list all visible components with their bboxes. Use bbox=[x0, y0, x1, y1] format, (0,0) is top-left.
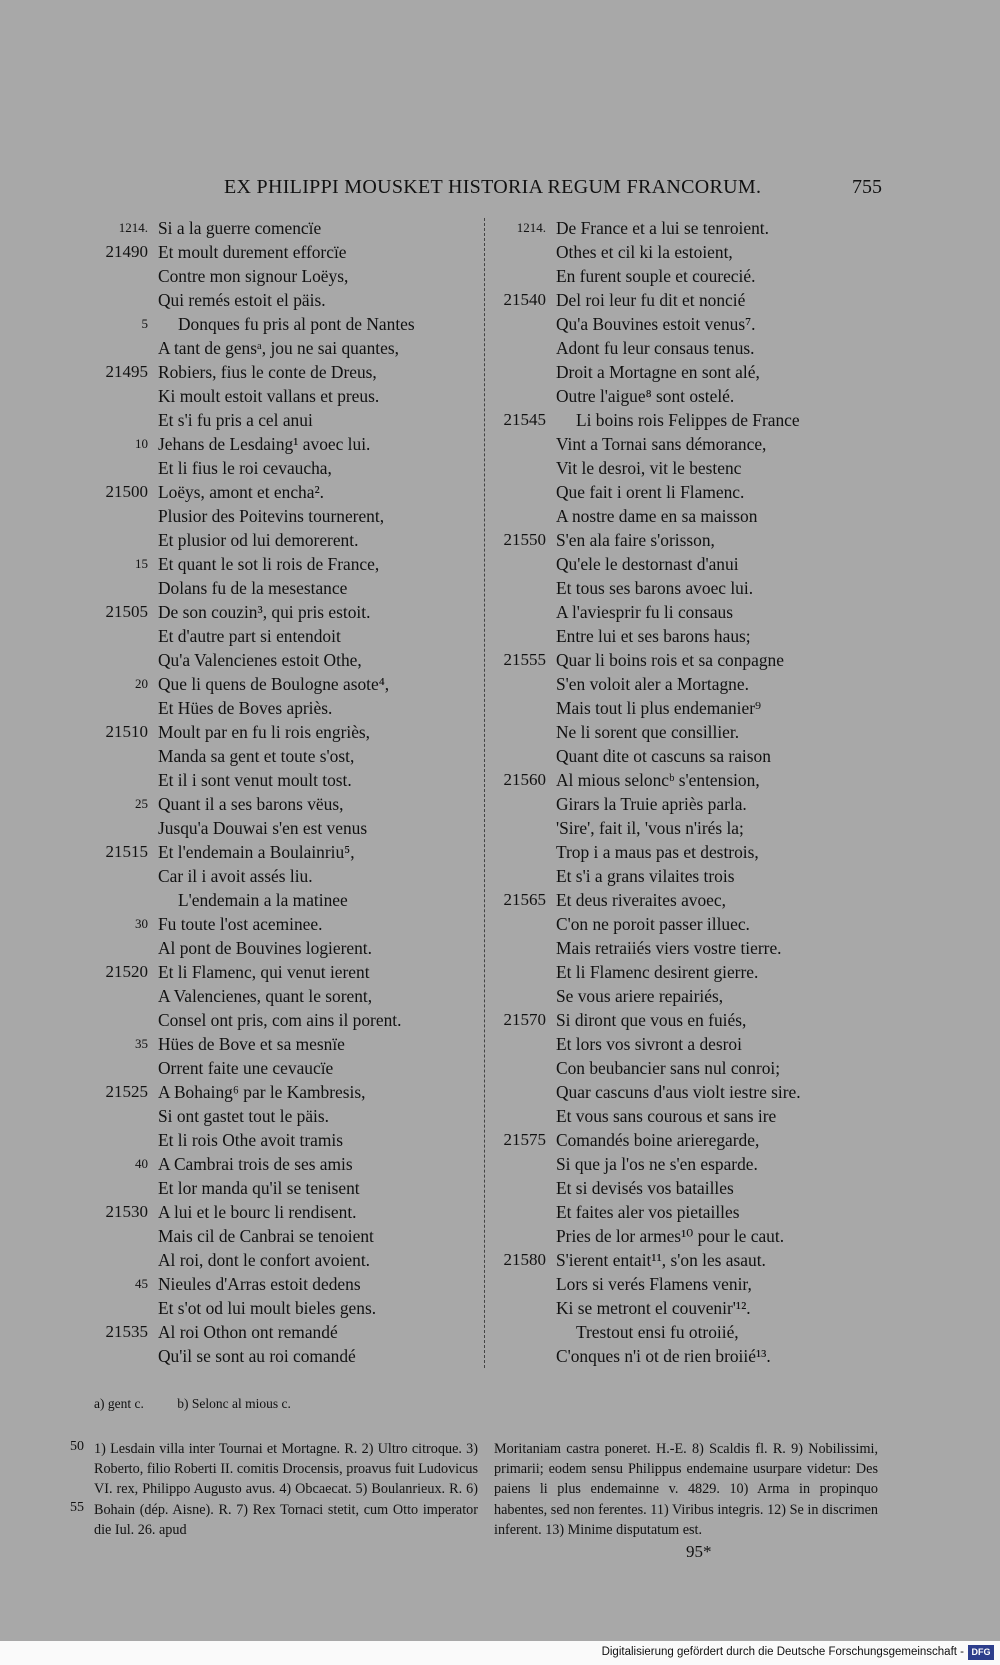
left-verse-column bbox=[70, 216, 490, 1368]
verse-line bbox=[494, 912, 894, 936]
verse-text: Qu'il se sont au roi comandé bbox=[158, 1346, 356, 1366]
verse-text: En furent souple et courecié. bbox=[556, 266, 756, 286]
verse-line bbox=[494, 1056, 894, 1080]
verse-text: Trop i a maus pas et destrois, bbox=[556, 842, 759, 862]
verse-text: Se vous ariere repairiés, bbox=[556, 986, 724, 1006]
verse-line bbox=[494, 936, 894, 960]
verse-line bbox=[494, 504, 894, 528]
verse-line bbox=[494, 528, 894, 552]
verse-text: C'on ne poroit passer illuec. bbox=[556, 914, 750, 934]
verse-text: Droit a Mortagne en sont alé, bbox=[556, 362, 760, 382]
funding-notice: Digitalisierung gefördert durch die Deutsche Forschungsgemeinschaft - bbox=[601, 1646, 964, 1658]
verse-line bbox=[70, 1080, 490, 1104]
column-divider bbox=[484, 218, 485, 1368]
verse-text: A tant de gensᵃ, jou ne sai quantes, bbox=[158, 338, 399, 358]
verse-text: Manda sa gent et toute s'ost, bbox=[158, 746, 355, 766]
verse-line bbox=[494, 648, 894, 672]
line-number: 21520 bbox=[105, 962, 148, 981]
line-number: 21505 bbox=[105, 602, 148, 621]
verse-line bbox=[494, 552, 894, 576]
verse-line bbox=[70, 936, 490, 960]
verse-line bbox=[70, 1008, 490, 1032]
verse-text: Moult par en fu li rois engriès, bbox=[158, 722, 371, 742]
verse-line bbox=[70, 960, 490, 984]
verse-line bbox=[494, 888, 894, 912]
line-number: 30 bbox=[135, 916, 148, 931]
verse-text: A Cambrai trois de ses amis bbox=[158, 1154, 353, 1174]
verse-text: Dolans fu de la mesestance bbox=[158, 578, 348, 598]
verse-text: Donques fu pris al pont de Nantes bbox=[178, 314, 415, 334]
verse-line bbox=[70, 696, 490, 720]
line-number: 21580 bbox=[503, 1250, 546, 1269]
verse-line bbox=[70, 312, 490, 336]
line-number: 21570 bbox=[503, 1010, 546, 1029]
line-number: 21540 bbox=[503, 290, 546, 309]
verse-text: Ki moult estoit vallans et preus. bbox=[158, 386, 380, 406]
verse-line bbox=[494, 1320, 894, 1344]
verse-line bbox=[70, 1104, 490, 1128]
line-number: 1214. bbox=[118, 220, 148, 235]
verse-text: Et il i sont venut moult tost. bbox=[158, 770, 352, 790]
verse-line bbox=[494, 1032, 894, 1056]
verse-line bbox=[494, 408, 894, 432]
dfg-logo: DFG bbox=[968, 1645, 994, 1660]
verse-line bbox=[494, 264, 894, 288]
verse-text: A lui et le bourc li rendisent. bbox=[158, 1202, 357, 1222]
verse-line bbox=[494, 1080, 894, 1104]
verse-text: Et Hües de Boves apriès. bbox=[158, 698, 333, 718]
verse-line bbox=[494, 600, 894, 624]
verse-text: 'Sire', fait il, 'vous n'irés la; bbox=[556, 818, 744, 838]
verse-line bbox=[70, 624, 490, 648]
line-number: 35 bbox=[135, 1036, 148, 1051]
verse-line bbox=[494, 864, 894, 888]
verse-text: Et lor manda qu'il se tenisent bbox=[158, 1178, 360, 1198]
verse-line bbox=[494, 288, 894, 312]
verse-text: Et lors vos sivront a desroi bbox=[556, 1034, 742, 1054]
verse-line bbox=[70, 336, 490, 360]
verse-text: Qu'ele le destornast d'anui bbox=[556, 554, 739, 574]
verse-line bbox=[494, 720, 894, 744]
line-number: 21545 bbox=[503, 410, 546, 429]
signature-mark: 95* bbox=[686, 1542, 712, 1561]
verse-text: Quant dite ot cascuns sa raison bbox=[556, 746, 771, 766]
verse-text: Jehans de Lesdaing¹ avoec lui. bbox=[158, 434, 371, 454]
verse-line bbox=[494, 480, 894, 504]
line-number: 21510 bbox=[105, 722, 148, 741]
verse-text: Othes et cil ki la estoient, bbox=[556, 242, 733, 262]
line-number: 21550 bbox=[503, 530, 546, 549]
verse-text: Et d'autre part si entendoit bbox=[158, 626, 341, 646]
verse-text: Que fait i orent li Flamenc. bbox=[556, 482, 745, 502]
line-number: 21530 bbox=[105, 1202, 148, 1221]
verse-line bbox=[494, 1008, 894, 1032]
footnotes-right: Moritaniam castra poneret. H.-E. 8) Scaldis fl. R. 9) Nobilissimi, primarii; eodem sensu Philippus endemaine usurpare videtur: Des paiens li plus endemainne v. 4829. 10) Arma in propinquo habentes, sed non ferentes. 11) Viribus integris. 12) Se in discrimen inferent. 13) Minime disputatum est. bbox=[494, 1441, 878, 1538]
verse-text: Adont fu leur consaus tenus. bbox=[556, 338, 755, 358]
verse-line bbox=[70, 216, 490, 240]
verse-line bbox=[70, 984, 490, 1008]
verse-text: L'endemain a la matinee bbox=[178, 890, 348, 910]
verse-text: Et moult durement efforcïe bbox=[158, 242, 347, 262]
verse-line bbox=[70, 1128, 490, 1152]
footnotes-left: 1) Lesdain villa inter Tournai et Mortagne. R. 2) Ultro citroque. 3) Roberto, filio Roberti II. comitis Drocensis, proavus fuit Ludovicus VI. rex, Philippo Augusto avus. 4) Obcaecat. 5) Boulanrieux. R. 6) Bohain (dép. Aisne). R. 7) Rex Tornaci stetit, cum Otto imperator die Iul. 26. apud bbox=[94, 1441, 478, 1538]
verse-line bbox=[70, 912, 490, 936]
line-number: 15 bbox=[135, 556, 148, 571]
verse-text: Consel ont pris, com ains il porent. bbox=[158, 1010, 402, 1030]
page-number: 755 bbox=[852, 176, 882, 198]
verse-line bbox=[494, 576, 894, 600]
verse-line bbox=[70, 1344, 490, 1368]
verse-line bbox=[70, 720, 490, 744]
verse-text: Car il i avoit assés liu. bbox=[158, 866, 313, 886]
verse-line bbox=[494, 240, 894, 264]
verse-text: Mais tout li plus endemanier⁹ bbox=[556, 698, 762, 718]
verse-line bbox=[494, 384, 894, 408]
verse-text: Mais cil de Canbrai se tenoient bbox=[158, 1226, 374, 1246]
verse-line bbox=[494, 1272, 894, 1296]
verse-line bbox=[494, 432, 894, 456]
verse-text: A Valencienes, quant le sorent, bbox=[158, 986, 373, 1006]
verse-text: Orrent faite une cevaucïe bbox=[158, 1058, 334, 1078]
verse-line bbox=[494, 960, 894, 984]
verse-line bbox=[70, 456, 490, 480]
verse-line bbox=[70, 1320, 490, 1344]
verse-line bbox=[494, 312, 894, 336]
verse-line bbox=[494, 1176, 894, 1200]
verse-text: A Bohaing⁶ par le Kambresis, bbox=[158, 1082, 366, 1102]
verse-line bbox=[494, 1248, 894, 1272]
verse-text: Pries de lor armes¹⁰ pour le caut. bbox=[556, 1226, 785, 1246]
verse-line bbox=[70, 1032, 490, 1056]
verse-text: De son couzin³, qui pris estoit. bbox=[158, 602, 371, 622]
apparatus-note-b: b) Selonc al mious c. bbox=[177, 1396, 291, 1411]
verse-text: Entre lui et ses barons haus; bbox=[556, 626, 751, 646]
running-header bbox=[0, 176, 1000, 206]
verse-text: Li boins rois Felippes de France bbox=[576, 410, 800, 430]
line-number: 21490 bbox=[105, 242, 148, 261]
verse-text: Et vous sans courous et sans ire bbox=[556, 1106, 777, 1126]
verse-text: Qui remés estoit el päis. bbox=[158, 290, 326, 310]
verse-line bbox=[494, 1128, 894, 1152]
verse-line bbox=[494, 1344, 894, 1368]
verse-text: Loëys, amont et encha². bbox=[158, 482, 325, 502]
verse-line bbox=[494, 216, 894, 240]
verse-line bbox=[70, 840, 490, 864]
verse-text: Et deus riveraites avoec, bbox=[556, 890, 726, 910]
verse-text: Quar li boins rois et sa conpagne bbox=[556, 650, 784, 670]
verse-text: Girars la Truie apriès parla. bbox=[556, 794, 747, 814]
verse-text: A l'aviesprir fu li consaus bbox=[556, 602, 734, 622]
line-number: 21525 bbox=[105, 1082, 148, 1101]
verse-text: Jusqu'a Douwai s'en est venus bbox=[158, 818, 368, 838]
verse-line bbox=[70, 792, 490, 816]
verse-line bbox=[70, 504, 490, 528]
verse-text: S'en ala faire s'orisson, bbox=[556, 530, 715, 550]
verse-line bbox=[70, 648, 490, 672]
verse-text: Et li Flamenc, qui venut ierent bbox=[158, 962, 370, 982]
verse-text: Al pont de Bouvines logierent. bbox=[158, 938, 372, 958]
verse-text: Que li quens de Boulogne asote⁴, bbox=[158, 674, 390, 694]
verse-text: Qu'a Bouvines estoit venus⁷. bbox=[556, 314, 756, 334]
verse-text: Si que ja l'os ne s'en esparde. bbox=[556, 1154, 758, 1174]
verse-text: Et l'endemain a Boulainriu⁵, bbox=[158, 842, 355, 862]
verse-text: Al mious seloncᵇ s'entension, bbox=[556, 770, 760, 790]
line-number: 5 bbox=[141, 316, 148, 331]
verse-text: Et s'i fu pris a cel anui bbox=[158, 410, 313, 430]
verse-text: Et li fius le roi cevaucha, bbox=[158, 458, 332, 478]
critical-apparatus bbox=[94, 1396, 321, 1412]
verse-text: Outre l'aigue⁸ sont ostelé. bbox=[556, 386, 735, 406]
verse-text: Et s'i a grans vilaites trois bbox=[556, 866, 735, 886]
verse-text: Quant il a ses barons vëus, bbox=[158, 794, 344, 814]
verse-line bbox=[70, 264, 490, 288]
line-number: 20 bbox=[135, 676, 148, 691]
verse-line bbox=[70, 768, 490, 792]
verse-line bbox=[70, 864, 490, 888]
verse-line bbox=[70, 360, 490, 384]
verse-line bbox=[494, 840, 894, 864]
running-title: EX PHILIPPI MOUSKET HISTORIA REGUM FRANCORUM. bbox=[224, 176, 762, 198]
verse-line bbox=[70, 480, 490, 504]
verse-text: Al roi Othon ont remandé bbox=[158, 1322, 338, 1342]
line-number: 25 bbox=[135, 796, 148, 811]
verse-line bbox=[70, 576, 490, 600]
verse-line bbox=[70, 552, 490, 576]
verse-text: Plusior des Poitevins tournerent, bbox=[158, 506, 385, 526]
verse-text: Nieules d'Arras estoit dedens bbox=[158, 1274, 361, 1294]
verse-line bbox=[70, 408, 490, 432]
verse-text: Quar cascuns d'aus violt iestre sire. bbox=[556, 1082, 801, 1102]
verse-text: Si diront que vous en fuiés, bbox=[556, 1010, 747, 1030]
verse-text: Trestout ensi fu otroiié, bbox=[576, 1322, 739, 1342]
verse-line bbox=[70, 1248, 490, 1272]
verse-line bbox=[494, 1296, 894, 1320]
verse-line bbox=[494, 1104, 894, 1128]
verse-line bbox=[494, 1152, 894, 1176]
verse-text: Et li Flamenc desirent gierre. bbox=[556, 962, 759, 982]
verse-text: A nostre dame en sa maisson bbox=[556, 506, 758, 526]
digitization-footer bbox=[0, 1641, 1000, 1665]
verse-line bbox=[70, 1224, 490, 1248]
line-number: 21560 bbox=[503, 770, 546, 789]
line-number: 40 bbox=[135, 1156, 148, 1171]
verse-line bbox=[494, 1224, 894, 1248]
verse-line bbox=[70, 1176, 490, 1200]
verse-line bbox=[70, 528, 490, 552]
verse-text: S'ierent entait¹¹, s'on les asaut. bbox=[556, 1250, 766, 1270]
verse-line bbox=[70, 240, 490, 264]
line-number: 10 bbox=[135, 436, 148, 451]
line-number: 21515 bbox=[105, 842, 148, 861]
verse-line bbox=[494, 768, 894, 792]
verse-text: Vit le desroi, vit le bestenc bbox=[556, 458, 742, 478]
line-number: 21575 bbox=[503, 1130, 546, 1149]
footnote-line-marker-55: 55 bbox=[70, 1500, 84, 1515]
verse-text: Qu'a Valencienes estoit Othe, bbox=[158, 650, 362, 670]
verse-text: Hües de Bove et sa mesnïe bbox=[158, 1034, 345, 1054]
verse-line bbox=[70, 672, 490, 696]
verse-text: Del roi leur fu dit et noncié bbox=[556, 290, 746, 310]
verse-text: Et li rois Othe avoit tramis bbox=[158, 1130, 343, 1150]
verse-text: Con beubancier sans nul conroi; bbox=[556, 1058, 781, 1078]
verse-text: De France et a lui se tenroient. bbox=[556, 218, 769, 238]
verse-line bbox=[70, 888, 490, 912]
verse-line bbox=[70, 1152, 490, 1176]
verse-line bbox=[494, 360, 894, 384]
right-verse-column bbox=[494, 216, 894, 1368]
verse-text: Et faites aler vos pietailles bbox=[556, 1202, 740, 1222]
verse-line bbox=[70, 1056, 490, 1080]
verse-line bbox=[70, 600, 490, 624]
verse-text: C'onques n'i ot de rien broiié¹³. bbox=[556, 1346, 771, 1366]
line-number: 21565 bbox=[503, 890, 546, 909]
line-number: 21495 bbox=[105, 362, 148, 381]
apparatus-note-a: a) gent c. bbox=[94, 1396, 144, 1411]
verse-line bbox=[494, 624, 894, 648]
verse-line bbox=[70, 288, 490, 312]
verse-line bbox=[70, 1200, 490, 1224]
verse-text: Et plusior od lui demorerent. bbox=[158, 530, 359, 550]
verse-text: Et tous ses barons avoec lui. bbox=[556, 578, 754, 598]
verse-line bbox=[494, 696, 894, 720]
verse-text: Al roi, dont le confort avoient. bbox=[158, 1250, 371, 1270]
verse-text: Vint a Tornai sans démorance, bbox=[556, 434, 767, 454]
verse-text: Mais retraiiés viers vostre tierre. bbox=[556, 938, 782, 958]
verse-text: Et s'ot od lui moult bieles gens. bbox=[158, 1298, 377, 1318]
verse-line bbox=[494, 984, 894, 1008]
verse-line bbox=[70, 744, 490, 768]
verse-text: S'en voloit aler a Mortagne. bbox=[556, 674, 749, 694]
verse-line bbox=[494, 744, 894, 768]
verse-text: Fu toute l'ost aceminee. bbox=[158, 914, 323, 934]
verse-line bbox=[494, 672, 894, 696]
verse-line bbox=[494, 792, 894, 816]
verse-text: Lors si verés Flamens venir, bbox=[556, 1274, 752, 1294]
verse-line bbox=[494, 456, 894, 480]
verse-text: Comandés boine arieregarde, bbox=[556, 1130, 760, 1150]
verse-line bbox=[494, 1200, 894, 1224]
verse-line bbox=[70, 1272, 490, 1296]
verse-text: Ne li sorent que consillier. bbox=[556, 722, 740, 742]
verse-line bbox=[494, 336, 894, 360]
line-number: 21555 bbox=[503, 650, 546, 669]
verse-text: Si a la guerre comencïe bbox=[158, 218, 322, 238]
line-number: 21535 bbox=[105, 1322, 148, 1341]
verse-text: Robiers, fius le conte de Dreus, bbox=[158, 362, 377, 382]
verse-line bbox=[70, 816, 490, 840]
verse-text: Contre mon signour Loëys, bbox=[158, 266, 349, 286]
verse-line bbox=[70, 1296, 490, 1320]
footnote-line-marker-50: 50 bbox=[70, 1439, 84, 1454]
line-number: 1214. bbox=[516, 220, 546, 235]
verse-text: Et si devisés vos batailles bbox=[556, 1178, 734, 1198]
verse-text: Ki se metront el couvenir'¹². bbox=[556, 1298, 751, 1318]
line-number: 45 bbox=[135, 1276, 148, 1291]
verse-text: Si ont gastet tout le päis. bbox=[158, 1106, 329, 1126]
line-number: 21500 bbox=[105, 482, 148, 501]
verse-line bbox=[70, 384, 490, 408]
verse-text: Et quant le sot li rois de France, bbox=[158, 554, 380, 574]
verse-line bbox=[70, 432, 490, 456]
verse-line bbox=[494, 816, 894, 840]
